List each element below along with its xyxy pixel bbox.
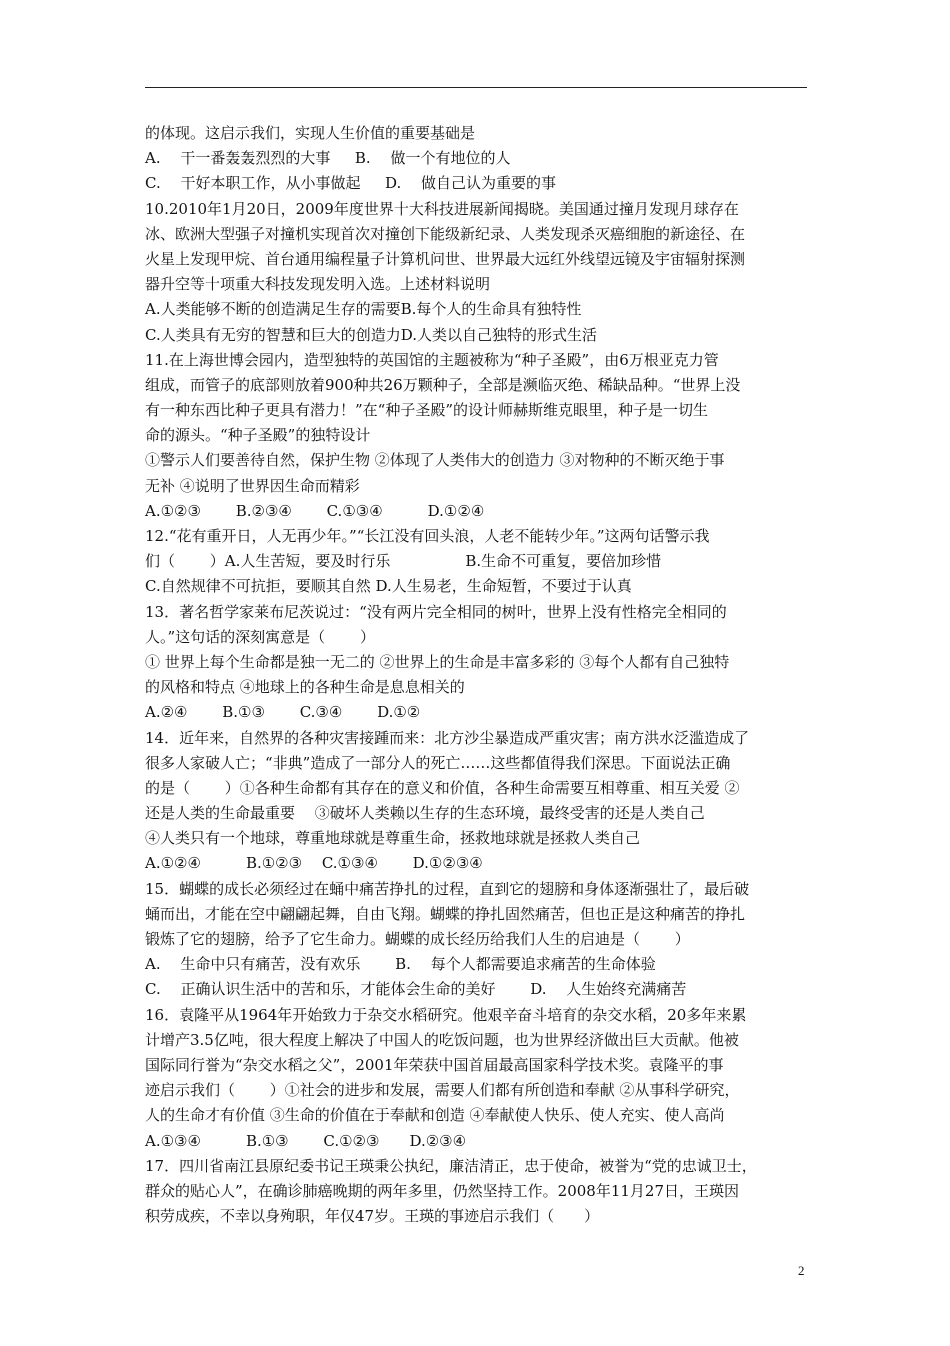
text-line: A. 干一番轰轰烈烈的大事 B. 做一个有地位的人 — [145, 149, 511, 168]
text-line: ① 世界上每个生命都是独一无二的 ②世界上的生命是丰富多彩的 ③每个人都有自己独特 — [145, 652, 730, 671]
text-line: 无补 ④说明了世界因生命而精彩 — [145, 476, 360, 495]
text-line: A. 生命中只有痛苦，没有欢乐 B. 每个人都需要追求痛苦的生命体验 — [145, 955, 656, 974]
text-line: ①警示人们要善待自然，保护生物 ②体现了人类伟大的创造力 ③对物种的不断灭绝于事 — [145, 451, 725, 470]
text-line: 12.“花有重开日，人无再少年。”“长江没有回头浪，人老不能转少年。”这两句话警示我 — [145, 527, 710, 545]
text-line: 国际同行誉为“杂交水稻之父”，2001年荣获中国首届最高国家科学技术奖。袁隆平的事 — [145, 1055, 724, 1074]
text-line: 锻炼了它的翅膀，给予了它生命力。蝴蝶的成长经历给我们人生的启迪是（ ） — [145, 930, 690, 948]
text-line: 组成，而管子的底部则放着900种共26万颗种子，全部是濒临灭绝、稀缺品种。“世界上没 — [145, 375, 741, 394]
text-line: 的是（ ）①各种生命都有其存在的意义和价值，各种生命需要互相尊重、相互关爱 ② — [145, 778, 740, 797]
text-line: 15．蝴蝶的成长必须经过在蛹中痛苦挣扎的过程，直到它的翅膀和身体逐渐强壮了，最后破 — [145, 879, 750, 898]
text-line: 很多人家破人亡；“非典”造成了一部分人的死亡……这些都值得我们深思。下面说法正确 — [145, 753, 731, 772]
page-number: 2 — [798, 1263, 805, 1278]
text-line: A.人类能够不断的创造满足生存的需要B.每个人的生命具有独特性 — [145, 300, 582, 319]
text-line: 还是人类的生命最重要 ③破坏人类赖以生存的生态环境，最终受害的还是人类自己 — [145, 804, 705, 823]
text-line: 计增产3.5亿吨，很大程度上解决了中国人的吃饭问题，也为世界经济做出巨大贡献。他被 — [145, 1030, 739, 1049]
text-line: 16．袁隆平从1964年开始致力于杂交水稻研究。他艰辛奋斗培育的杂交水稻，20多年来累 — [145, 1005, 747, 1024]
text-line: C. 正确认识生活中的苦和乐，才能体会生命的美好 D. 人生始终充满痛苦 — [145, 980, 687, 999]
text-line: A.②④ B.①③ C.③④ D.①② — [145, 703, 421, 722]
exam-text — [145, 121, 810, 1229]
text-line: 11.在上海世博会园内，造型独特的英国馆的主题被称为“种子圣殿”，由6万根亚克力管 — [145, 350, 719, 369]
text-line: 17．四川省南江县原纪委书记王瑛秉公执纪，廉洁清正，忠于使命，被誉为“党的忠诚卫士， — [145, 1156, 757, 1175]
text-line: 积劳成疾，不幸以身殉职，年仅47岁。王瑛的事迹启示我们（ ） — [145, 1207, 600, 1226]
text-line: 命的源头。“种子圣殿”的独特设计 — [145, 426, 371, 445]
text-line: C. 干好本职工作，从小事做起 D. 做自己认为重要的事 — [145, 174, 557, 193]
text-line: 10.2010年1月20日，2009年度世界十大科技进展新闻揭晓。美国通过撞月发现月球存在 — [145, 199, 739, 218]
header-rule — [145, 87, 807, 88]
text-line: 迹启示我们（ ）①社会的进步和发展，需要人们都有所创造和奉献 ②从事科学研究， — [145, 1081, 740, 1100]
text-line: 人。”这句话的深刻寓意是（ ） — [145, 627, 375, 646]
text-line: 群众的贴心人”，在确诊肺癌晚期的两年多里，仍然坚持工作。2008年11月27日，王瑛因 — [145, 1181, 740, 1200]
text-line: 器升空等十项重大科技发现发明入选。上述材料说明 — [145, 275, 491, 294]
text-line: 的体现。这启示我们，实现人生价值的重要基础是 — [145, 124, 476, 142]
text-line: C.自然规律不可抗拒，要顺其自然 D.人生易老，生命短暂，不要过于认真 — [145, 577, 632, 596]
text-line: 蛹而出，才能在空中翩翩起舞，自由飞翔。蝴蝶的挣扎固然痛苦，但也正是这种痛苦的挣扎 — [145, 904, 746, 923]
text-line: 冰、欧洲大型强子对撞机实现首次对撞创下能级新纪录、人类发现杀灭癌细胞的新途径、在 — [145, 224, 746, 243]
text-line: C.人类具有无穷的智慧和巨大的创造力D.人类以自己独特的形式生活 — [145, 325, 597, 344]
text-line: A.①③④ B.①③ C.①②③ D.②③④ — [145, 1131, 467, 1150]
text-line: A.①②③ B.②③④ C.①③④ D.①②④ — [145, 501, 485, 520]
text-line: 们（ ）A.人生苦短，要及时行乐 B.生命不可重复，要倍加珍惜 — [145, 552, 662, 571]
text-line: A.①②④ B.①②③ C.①③④ D.①②③④ — [145, 854, 483, 873]
text-line: 人的生命才有价值 ③生命的价值在于奉献和创造 ④奉献使人快乐、使人充实、使人高尚 — [145, 1106, 725, 1125]
text-line: 14．近年来，自然界的各种灾害接踵而来：北方沙尘暴造成严重灾害；南方洪水泛滥造成了 — [145, 728, 750, 747]
text-line: ④人类只有一个地球，尊重地球就是尊重生命，拯救地球就是拯救人类自己 — [145, 829, 641, 848]
text-line: 火星上发现甲烷、首台通用编程量子计算机问世、世界最大远红外线望远镜及宇宙辐射探测 — [145, 249, 746, 268]
text-line: 有一种东西比种子更具有潜力！”在“种子圣殿”的设计师赫斯维克眼里，种子是一切生 — [145, 401, 709, 420]
text-line: 的风格和特点 ④地球上的各种生命是息息相关的 — [145, 678, 465, 697]
text-line: 13．著名哲学家莱布尼茨说过：“没有两片完全相同的树叶，世界上没有性格完全相同的 — [145, 602, 727, 621]
